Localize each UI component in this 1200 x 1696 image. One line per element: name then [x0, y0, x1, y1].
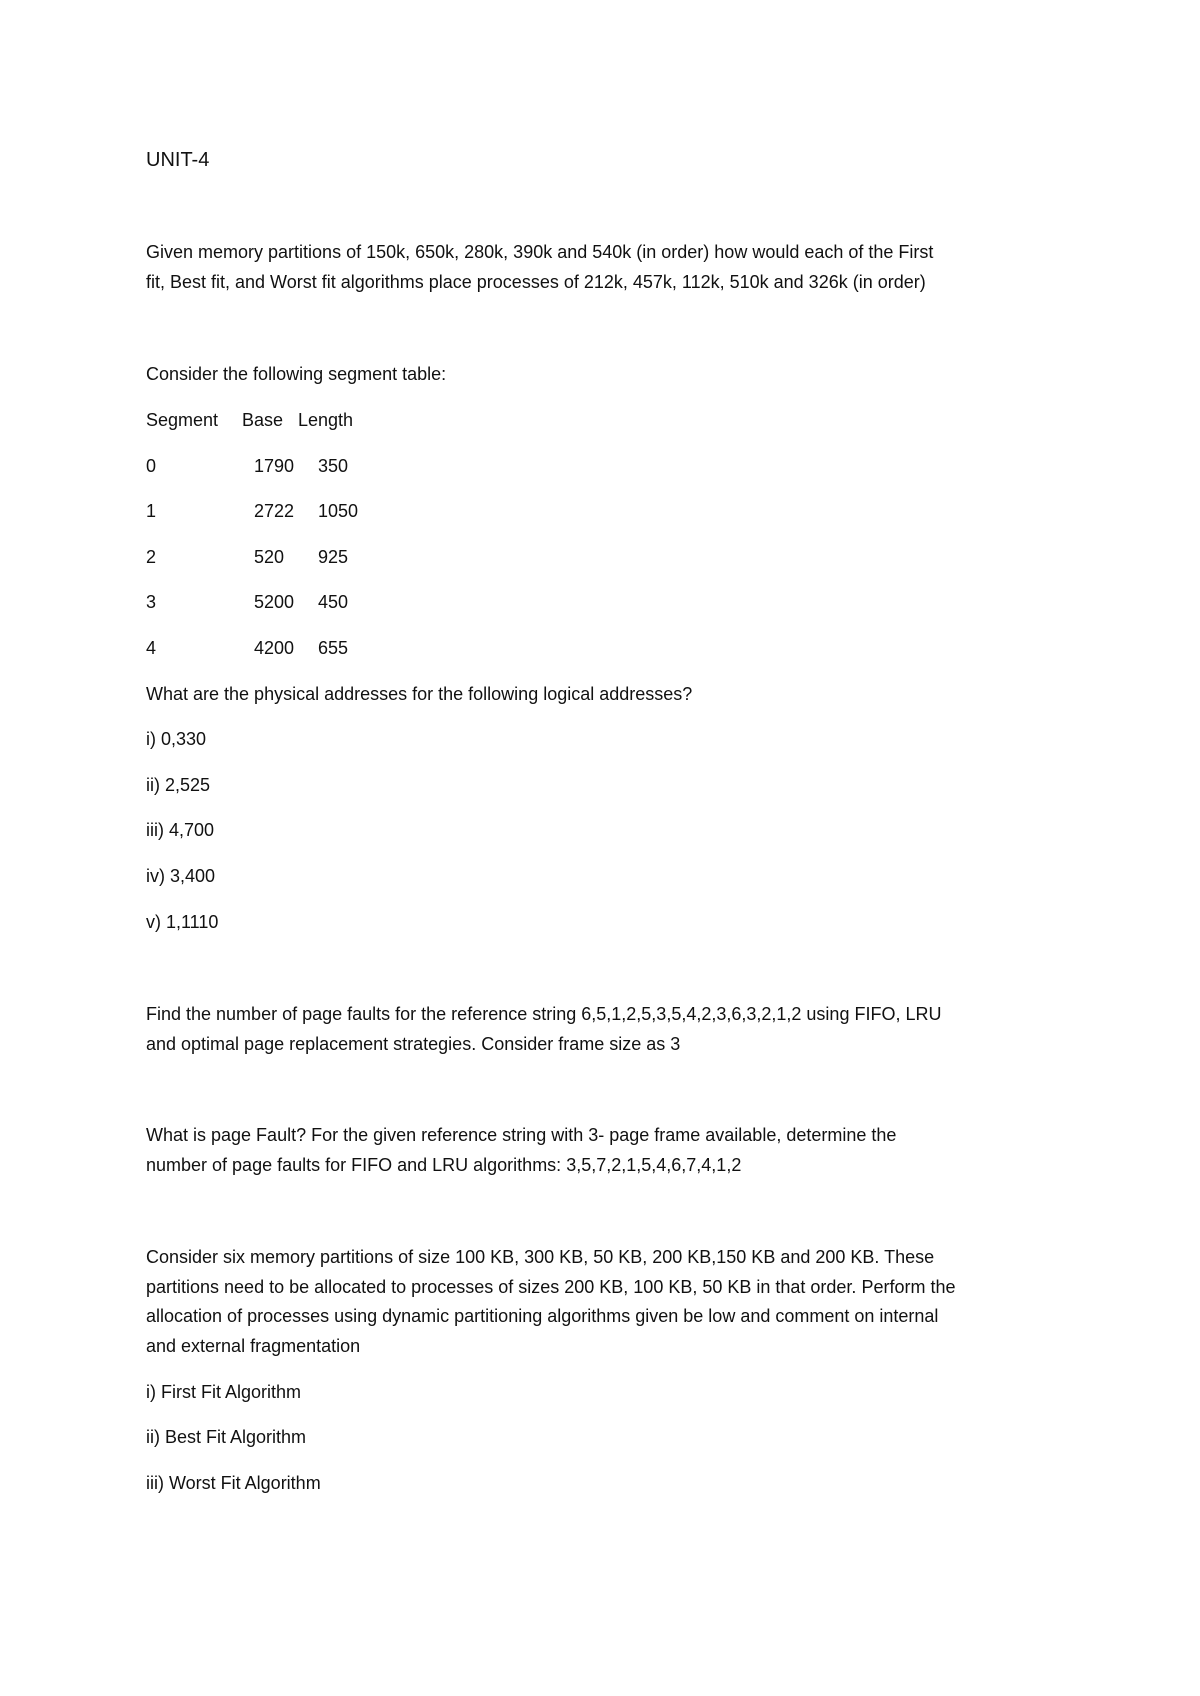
length-cell: 925 — [318, 547, 349, 567]
q5-line-2: partitions need to be allocated to processes of sizes 200 KB, 100 KB, 50 KB in that order. Perform the — [146, 1277, 956, 1297]
q5-line-1: Consider six memory partitions of size 100 KB, 300 KB, 50 KB, 200 KB,150 KB and 200 KB. These — [146, 1247, 935, 1267]
segment-cell: 4 — [146, 638, 157, 658]
segment-cell: 1 — [146, 501, 157, 521]
table-row — [146, 545, 646, 569]
q1-line-2: fit, Best fit, and Worst fit algorithms place processes of 212k, 457k, 112k, 510k and 326k (in order) — [146, 272, 926, 292]
base-cell: 4200 — [254, 638, 295, 658]
table-row — [146, 454, 646, 478]
length-cell: 450 — [318, 592, 349, 612]
segment-cell: 2 — [146, 547, 157, 567]
list-item: iv) 3,400 — [146, 866, 216, 886]
q2-question: What are the physical addresses for the following logical addresses? — [146, 684, 693, 704]
list-item: ii) Best Fit Algorithm — [146, 1427, 307, 1447]
base-cell: 5200 — [254, 592, 295, 612]
segment-table-header — [146, 408, 646, 432]
segment-cell: 3 — [146, 592, 157, 612]
list-item: v) 1,1110 — [146, 912, 219, 932]
q2-intro: Consider the following segment table: — [146, 364, 447, 384]
header-segment: Segment — [146, 410, 219, 430]
length-cell: 655 — [318, 638, 349, 658]
q3-line-1: Find the number of page faults for the reference string 6,5,1,2,5,3,5,4,2,3,6,3,2,1,2 using FIFO, LRU — [146, 1004, 942, 1024]
list-item: iii) Worst Fit Algorithm — [146, 1473, 321, 1493]
length-cell: 1050 — [318, 501, 359, 521]
table-row — [146, 636, 646, 660]
header-length: Length — [298, 410, 354, 430]
q3-line-2: and optimal page replacement strategies. Consider frame size as 3 — [146, 1034, 681, 1054]
table-row — [146, 590, 646, 614]
list-item: i) First Fit Algorithm — [146, 1382, 302, 1402]
header-base: Base — [242, 410, 284, 430]
q5-line-4: and external fragmentation — [146, 1336, 361, 1356]
q4-line-1: What is page Fault? For the given reference string with 3- page frame available, determine the — [146, 1125, 897, 1145]
list-item: ii) 2,525 — [146, 775, 211, 795]
base-cell: 520 — [254, 547, 285, 567]
q4-line-2: number of page faults for FIFO and LRU algorithms: 3,5,7,2,1,5,4,6,7,4,1,2 — [146, 1155, 742, 1175]
q5-line-3: allocation of processes using dynamic partitioning algorithms given be low and comment on internal — [146, 1306, 939, 1326]
table-row — [146, 499, 646, 523]
list-item: i) 0,330 — [146, 729, 207, 749]
list-item: iii) 4,700 — [146, 820, 215, 840]
page-title: UNIT-4 — [146, 149, 210, 171]
base-cell: 2722 — [254, 501, 295, 521]
length-cell: 350 — [318, 456, 349, 476]
segment-cell: 0 — [146, 456, 157, 476]
q1-line-1: Given memory partitions of 150k, 650k, 280k, 390k and 540k (in order) how would each of the First — [146, 242, 934, 262]
base-cell: 1790 — [254, 456, 295, 476]
